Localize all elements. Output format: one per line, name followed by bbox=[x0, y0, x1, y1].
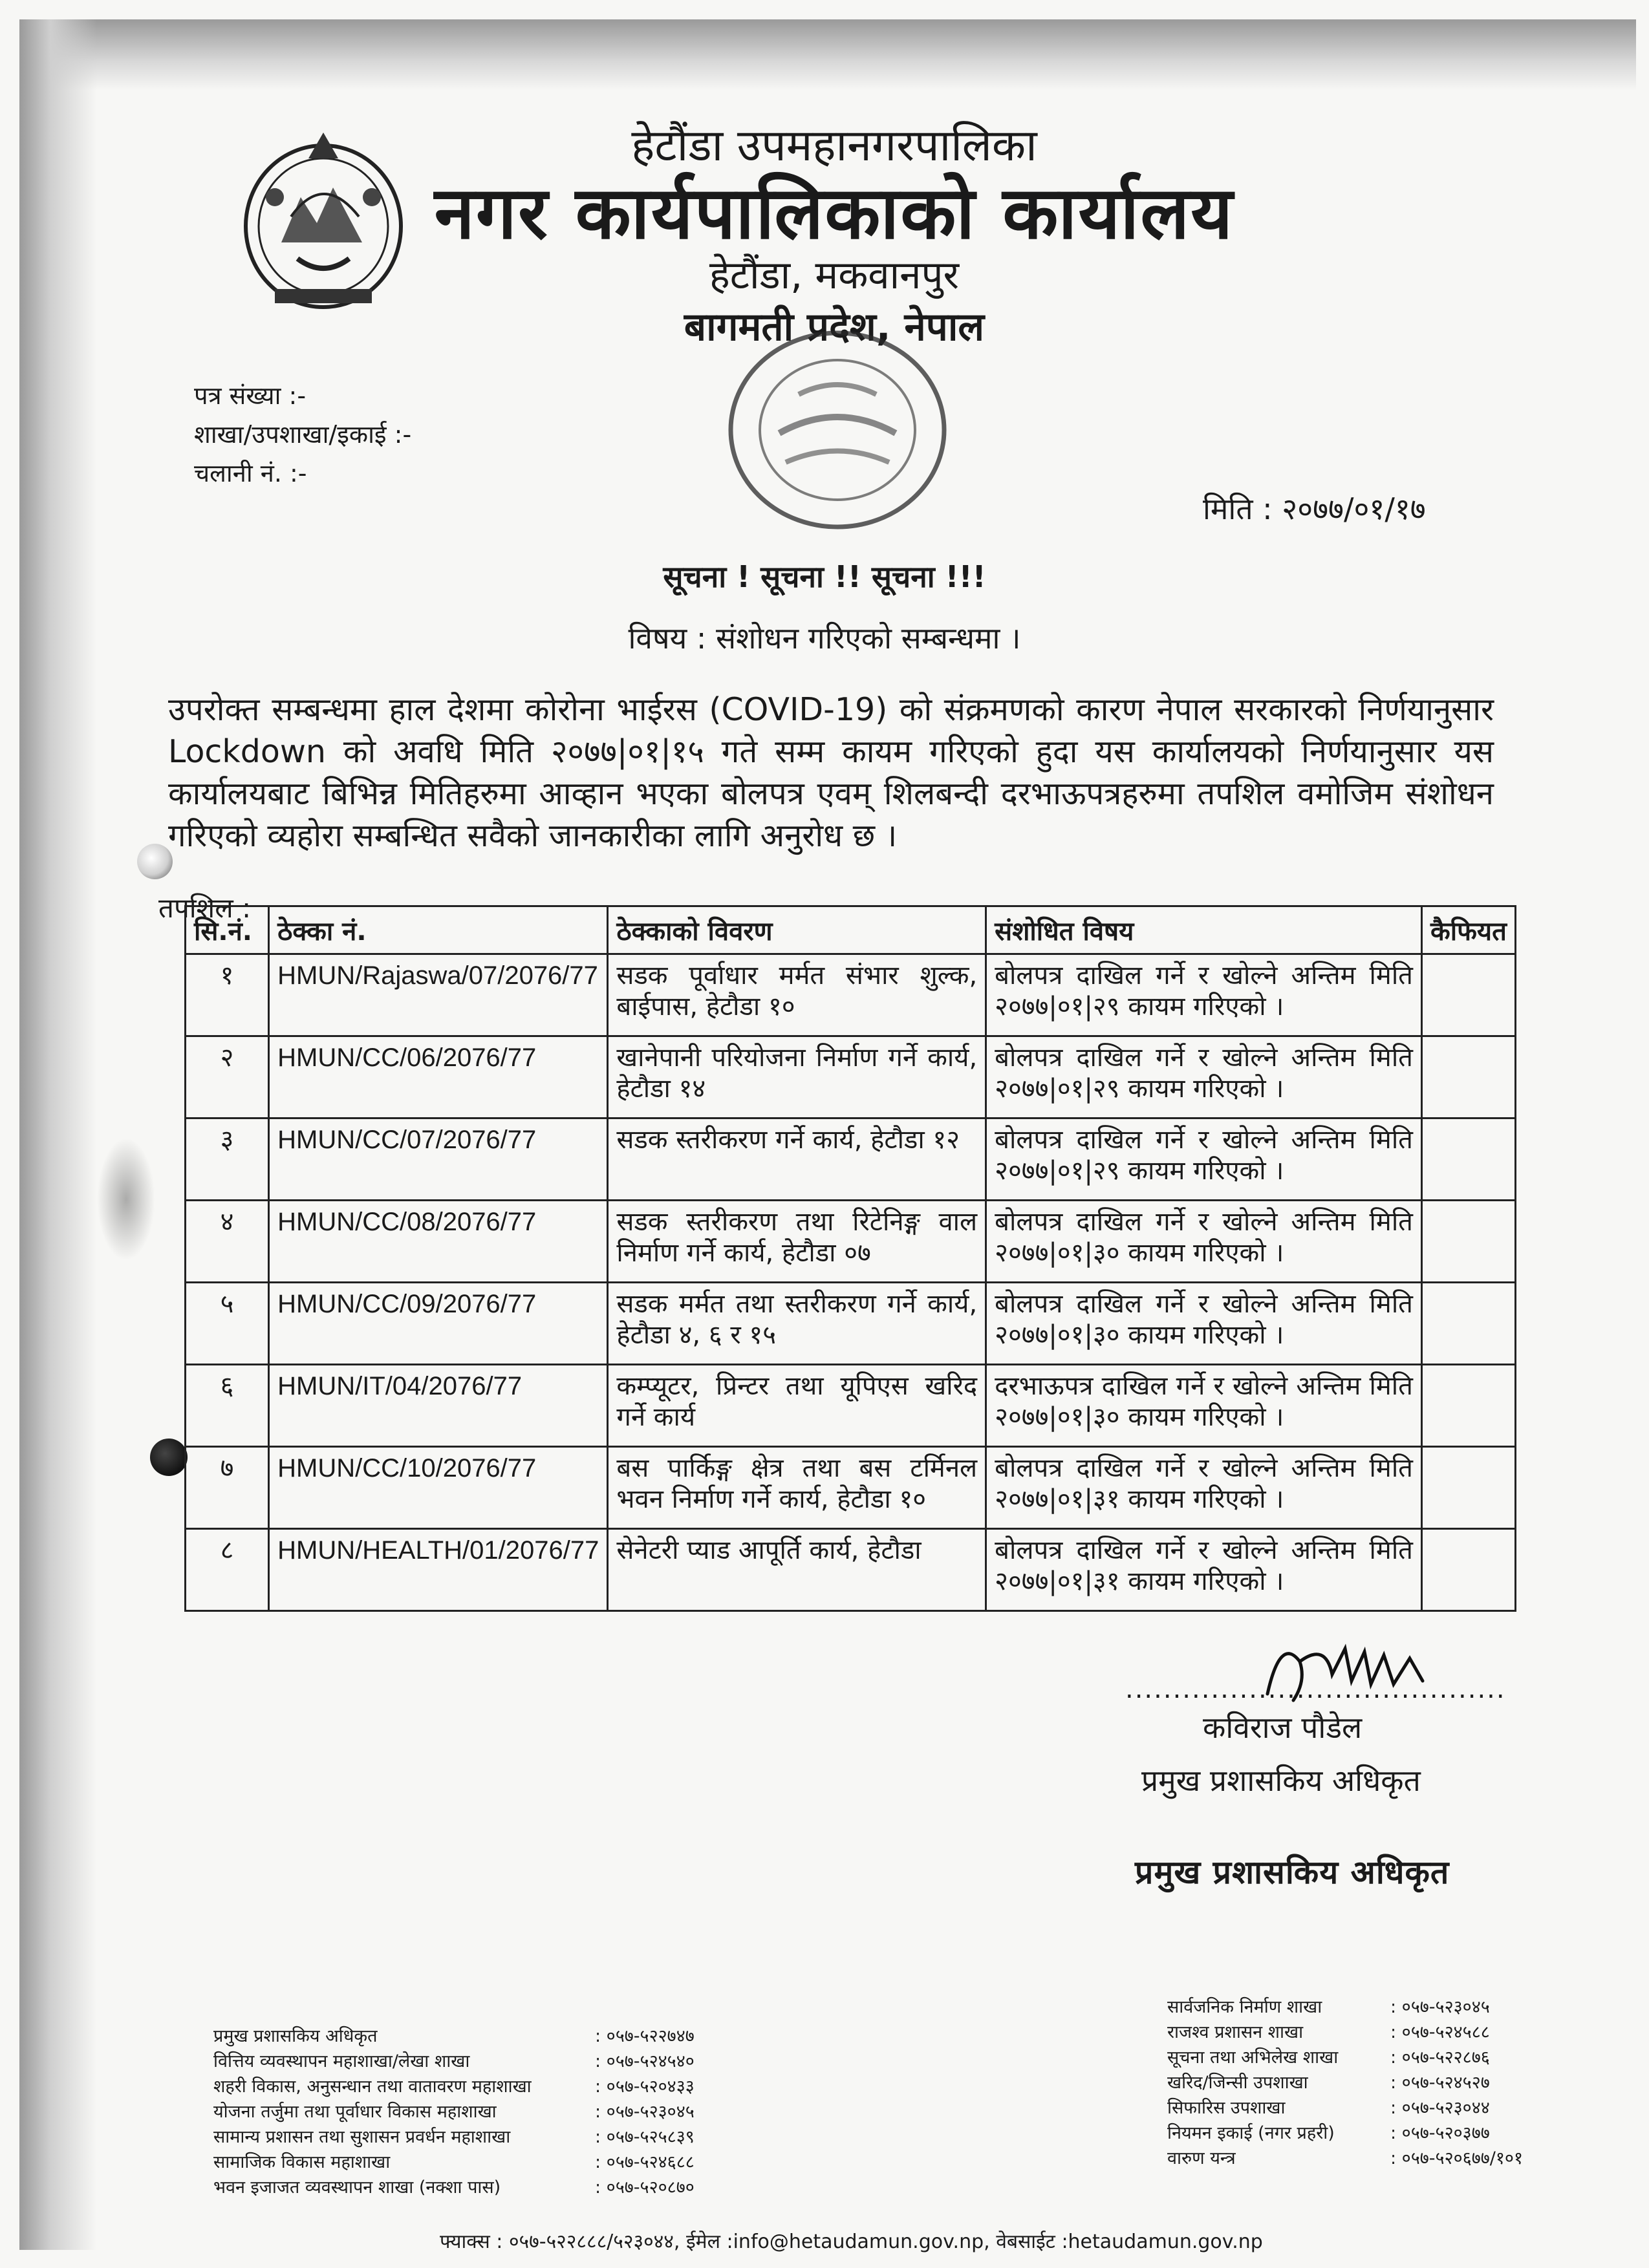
cell-amended-subject: बोलपत्र दाखिल गर्ने र खोल्ने अन्तिम मिति २०७७|०१|३१ कायम गरिएको । bbox=[986, 1529, 1422, 1611]
contact-row bbox=[1167, 2095, 1523, 2121]
header-description: ठेक्काको विवरण bbox=[608, 906, 986, 954]
cell-amended-subject: बोलपत्र दाखिल गर्ने र खोल्ने अन्तिम मिति २०७७|०१|३१ कायम गरिएको । bbox=[986, 1447, 1422, 1529]
cell-contract-no: HMUN/HEALTH/01/2076/77 bbox=[269, 1529, 608, 1611]
cell-sn: ७ bbox=[186, 1447, 269, 1529]
contact-number: : ०५७-५२०६७७/१०१ bbox=[1390, 2148, 1523, 2168]
cell-sn: ५ bbox=[186, 1283, 269, 1365]
municipality-name: हेटौंडा उपमहानगरपालिका bbox=[631, 120, 1037, 171]
contacts-right bbox=[1167, 1995, 1523, 2171]
contact-row bbox=[213, 2024, 695, 2049]
scan-shadow-left bbox=[19, 19, 97, 2250]
cell-description: सडक मर्मत तथा स्तरीकरण गर्ने कार्य, हेटौडा ४, ६ र १५ bbox=[608, 1283, 986, 1365]
table-row bbox=[186, 1118, 1516, 1201]
cell-remarks bbox=[1421, 1201, 1515, 1283]
cell-contract-no: HMUN/Rajaswa/07/2076/77 bbox=[269, 954, 608, 1036]
cell-remarks bbox=[1421, 1529, 1515, 1611]
table-row bbox=[186, 1529, 1516, 1611]
cell-sn: ३ bbox=[186, 1118, 269, 1201]
header-sn: सि.नं. bbox=[186, 906, 269, 954]
cell-sn: २ bbox=[186, 1036, 269, 1118]
contact-number: : ०५७-५२०३७७ bbox=[1390, 2123, 1490, 2143]
cell-amended-subject: दरभाऊपत्र दाखिल गर्ने र खोल्ने अन्तिम मिति २०७७|०१|३० कायम गरिएको । bbox=[986, 1365, 1422, 1447]
scan-shadow-top bbox=[19, 19, 1636, 91]
table-row bbox=[186, 1036, 1516, 1118]
contact-label: सूचना तथा अभिलेख शाखा bbox=[1167, 2048, 1339, 2068]
contact-label: नियमन इकाई (नगर प्रहरी) bbox=[1167, 2123, 1335, 2143]
header-amended-subject: संशोधित विषय bbox=[986, 906, 1422, 954]
cell-remarks bbox=[1421, 1365, 1515, 1447]
contact-number: : ०५७-५२३०४५ bbox=[1390, 1997, 1490, 2017]
contact-label: वित्तिय व्यवस्थापन महाशाखा/लेखा शाखा bbox=[213, 2051, 470, 2071]
contact-row bbox=[213, 2099, 695, 2124]
table-row bbox=[186, 1283, 1516, 1365]
signatory-name: कविराज पौडेल bbox=[1203, 1710, 1363, 1745]
table-row bbox=[186, 1365, 1516, 1447]
table-row bbox=[186, 1447, 1516, 1529]
contact-label: सामाजिक विकास महाशाखा bbox=[213, 2152, 391, 2172]
branch-label: शाखा/उपशाखा/इकाई :- bbox=[194, 420, 412, 449]
amendment-table bbox=[184, 905, 1516, 1612]
table-caption: तपशिल : bbox=[158, 892, 252, 924]
contacts-left bbox=[213, 2024, 695, 2200]
contact-number: : ०५७-५२४६८८ bbox=[595, 2152, 695, 2172]
letter-date: मिति : २०७७/०१/१७ bbox=[1203, 491, 1426, 526]
contact-row bbox=[1167, 2045, 1523, 2070]
cell-remarks bbox=[1421, 1118, 1515, 1201]
cell-description: कम्प्यूटर, प्रिन्टर तथा यूपिएस खरिद गर्ने कार्य bbox=[608, 1365, 986, 1447]
office-stamp-icon bbox=[721, 323, 954, 537]
contact-label: खरिद/जिन्सी उपशाखा bbox=[1167, 2073, 1308, 2093]
contact-number: : ०५७-५२२८७६ bbox=[1390, 2048, 1490, 2068]
cell-description: सेनेटरी प्याड आपूर्ति कार्य, हेटौडा bbox=[608, 1529, 986, 1611]
contact-label: सामान्य प्रशासन तथा सुशासन प्रवर्धन महाशाखा bbox=[213, 2127, 511, 2147]
contact-row bbox=[1167, 2020, 1523, 2045]
contact-label: योजना तर्जुमा तथा पूर्वाधार विकास महाशाखा bbox=[213, 2102, 497, 2122]
contact-number: : ०५७-५२२७४७ bbox=[595, 2026, 695, 2046]
cell-description: सडक स्तरीकरण तथा रिटेनिङ्ग वाल निर्माण गर्ने कार्य, हेटौडा ०७ bbox=[608, 1201, 986, 1283]
contact-row bbox=[213, 2150, 695, 2175]
cell-amended-subject: बोलपत्र दाखिल गर्ने र खोल्ने अन्तिम मिति २०७७|०१|३० कायम गरिएको । bbox=[986, 1201, 1422, 1283]
header-contract-no: ठेक्का नं. bbox=[269, 906, 608, 954]
table-header-row bbox=[186, 906, 1516, 954]
cell-contract-no: HMUN/CC/06/2076/77 bbox=[269, 1036, 608, 1118]
contact-row bbox=[1167, 2146, 1523, 2171]
contact-number: : ०५७-५२०४३३ bbox=[595, 2077, 695, 2097]
notice-subject: विषय : संशोधन गरिएको सम्बन्धमा । bbox=[628, 621, 1021, 656]
cell-sn: ६ bbox=[186, 1365, 269, 1447]
contact-number: : ०५७-५२४५२७ bbox=[1390, 2073, 1490, 2093]
footer-contact-line: फ्याक्स : ०५७-५२२८८८/५२३०४४, ईमेल :info@hetaudamun.gov.np, वेबसाईट :hetaudamun.gov.np bbox=[440, 2231, 1263, 2253]
office-location: हेटौंडा, मकवानपुर bbox=[709, 253, 960, 298]
dispatch-number-label: चलानी नं. :- bbox=[194, 459, 307, 487]
letter-number-label: पत्र संख्या :- bbox=[194, 381, 307, 410]
cell-sn: ८ bbox=[186, 1529, 269, 1611]
nepal-emblem-icon bbox=[236, 120, 411, 317]
contact-row bbox=[213, 2124, 695, 2150]
contact-row bbox=[213, 2049, 695, 2074]
cell-description: बस पार्किङ्ग क्षेत्र तथा बस टर्मिनल भवन निर्माण गर्ने कार्य, हेटौडा १० bbox=[608, 1447, 986, 1529]
contact-number: : ०५७-५२०८७० bbox=[595, 2177, 695, 2198]
cell-sn: १ bbox=[186, 954, 269, 1036]
contact-row bbox=[1167, 2121, 1523, 2146]
cell-contract-no: HMUN/CC/07/2076/77 bbox=[269, 1118, 608, 1201]
cell-amended-subject: बोलपत्र दाखिल गर्ने र खोल्ने अन्तिम मिति २०७७|०१|३० कायम गरिएको । bbox=[986, 1283, 1422, 1365]
cell-contract-no: HMUN/CC/08/2076/77 bbox=[269, 1201, 608, 1283]
cell-remarks bbox=[1421, 1447, 1515, 1529]
contact-label: राजश्व प्रशासन शाखा bbox=[1167, 2022, 1304, 2042]
contact-row bbox=[213, 2175, 695, 2200]
table-row bbox=[186, 1201, 1516, 1283]
cell-contract-no: HMUN/CC/09/2076/77 bbox=[269, 1283, 608, 1365]
contact-number: : ०५७-५२४५४० bbox=[595, 2051, 695, 2071]
cell-amended-subject: बोलपत्र दाखिल गर्ने र खोल्ने अन्तिम मिति २०७७|०१|२९ कायम गरिएको । bbox=[986, 1118, 1422, 1201]
office-title: नगर कार्यपालिकाको कार्यालय bbox=[434, 171, 1234, 255]
contact-number: : ०५७-५२४५८८ bbox=[1390, 2022, 1490, 2042]
header-remarks: कैफियत bbox=[1421, 906, 1515, 954]
contact-row bbox=[1167, 2070, 1523, 2095]
contact-number: : ०५७-५२३०४५ bbox=[595, 2102, 695, 2122]
signatory-title: प्रमुख प्रशासकिय अधिकृत bbox=[1141, 1763, 1421, 1798]
cell-remarks bbox=[1421, 954, 1515, 1036]
punch-hole bbox=[137, 844, 173, 879]
contact-number: : ०५७-५२५८३९ bbox=[595, 2127, 695, 2147]
table-row bbox=[186, 954, 1516, 1036]
cell-amended-subject: बोलपत्र दाखिल गर्ने र खोल्ने अन्तिम मिति २०७७|०१|२९ कायम गरिएको । bbox=[986, 954, 1422, 1036]
notice-body: उपरोक्त सम्बन्धमा हाल देशमा कोरोना भाईरस (COVID-19) को संक्रमणको कारण नेपाल सरकारको निर्णयानुसार Lockdown को अवधि मिति २०७७|०१|१५ गते सम्म कायम गरिएको हुदा यस कार्यालयको निर्णयानुसार यस कार्यालयबाट बिभिन्न मितिहरुमा आव्हान भएका बोलपत्र एवम् शिलबन्दी दरभाऊपत्रहरुमा तपशिल वमोजिम संशोधन गरिएको व्यहोरा सम्बन्धित सवैको जानकारीका लागि अनुरोध छ । bbox=[168, 691, 1494, 854]
cell-description: खानेपानी परियोजना निर्माण गर्ने कार्य, हेटौडा १४ bbox=[608, 1036, 986, 1118]
cell-remarks bbox=[1421, 1036, 1515, 1118]
contact-label: सिफारिस उपशाखा bbox=[1167, 2098, 1286, 2118]
signature-line: ........................................ bbox=[1125, 1674, 1506, 1704]
province-country: बागमती प्रदेश, नेपाल bbox=[684, 305, 985, 350]
cell-contract-no: HMUN/IT/04/2076/77 bbox=[269, 1365, 608, 1447]
cell-amended-subject: बोलपत्र दाखिल गर्ने र खोल्ने अन्तिम मिति २०७७|०१|२९ कायम गरिएको । bbox=[986, 1036, 1422, 1118]
cell-sn: ४ bbox=[186, 1201, 269, 1283]
cell-remarks bbox=[1421, 1283, 1515, 1365]
contact-label: सार्वजनिक निर्माण शाखा bbox=[1167, 1997, 1322, 2017]
cell-description: सडक स्तरीकरण गर्ने कार्य, हेटौडा १२ bbox=[608, 1118, 986, 1201]
contact-row bbox=[1167, 1995, 1523, 2020]
contact-label: वारुण यन्त्र bbox=[1167, 2148, 1236, 2168]
cell-contract-no: HMUN/CC/10/2076/77 bbox=[269, 1447, 608, 1529]
punch-hole bbox=[150, 1439, 188, 1476]
contact-label: शहरी विकास, अनुसन्धान तथा वातावरण महाशाखा bbox=[213, 2077, 532, 2097]
ink-smudge bbox=[97, 1138, 155, 1261]
contact-label: भवन इजाजत व्यवस्थापन शाखा (नक्शा पास) bbox=[213, 2177, 501, 2198]
contact-number: : ०५७-५२३०४४ bbox=[1390, 2098, 1490, 2118]
contact-label: प्रमुख प्रशासकिय अधिकृत bbox=[213, 2026, 378, 2046]
cell-description: सडक पूर्वाधार मर्मत संभार शुल्क, बाईपास, हेटौडा १० bbox=[608, 954, 986, 1036]
contact-row bbox=[213, 2074, 695, 2099]
designation-stamp: प्रमुख प्रशासकिय अधिकृत bbox=[1135, 1854, 1450, 1891]
notice-heading: सूचना ! सूचना !! सूचना !!! bbox=[663, 559, 986, 594]
